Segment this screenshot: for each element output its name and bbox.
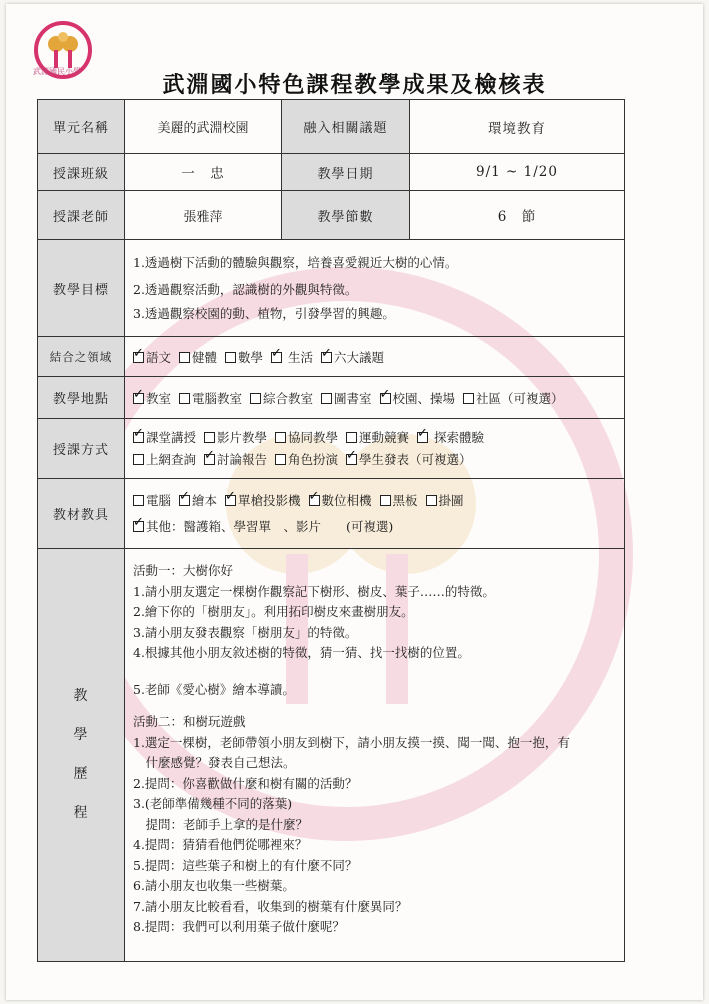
- process-line: 1.請小朋友選定一棵樹作觀察記下樹形、樹皮、葉子……的特徵。: [133, 583, 495, 599]
- location-option[interactable]: [463, 389, 564, 407]
- process-line: 3.(老師準備幾種不同的落葉): [133, 796, 293, 811]
- unit-label: 單元名稱: [38, 100, 125, 154]
- methods-row: [38, 419, 625, 479]
- option-text: 單槍投影機: [238, 492, 301, 508]
- checkbox-checked[interactable]: [204, 454, 215, 465]
- process-line: 7.請小朋友比較看看，收集到的樹葉有什麼異同？: [133, 898, 408, 914]
- process-label-char: 教: [73, 687, 89, 704]
- checkbox[interactable]: [133, 454, 144, 465]
- objective-item: 2.透過觀察活動，認識樹的外觀與特徵。: [133, 282, 358, 298]
- location-row: [38, 377, 625, 419]
- option-text: 繪本: [192, 492, 218, 508]
- checkbox[interactable]: [204, 432, 215, 443]
- domains-row: [38, 337, 625, 377]
- periods-value: 6 節: [410, 191, 625, 240]
- location-option[interactable]: [250, 389, 313, 407]
- process-line: 5.老師《愛心樹》繪本導讀。: [133, 681, 295, 697]
- process-line: 4.根據其他小朋友敘述樹的特徵，猜一猜、找一找樹的位置。: [133, 645, 470, 660]
- material-option[interactable]: [426, 493, 464, 509]
- checkbox-checked[interactable]: [346, 454, 357, 465]
- logo-caption: 武淵國民小學: [33, 67, 81, 76]
- domain-option-chinese[interactable]: [133, 348, 171, 366]
- process-line: 5.提問：這些葉子和樹上的有什麼不同？: [133, 857, 358, 873]
- option-text: 影片教學: [217, 429, 268, 445]
- objective-item: 1.透過樹下活動的體驗與觀察，培養喜愛親近大樹的心情。: [133, 254, 458, 270]
- option-text: 六大議題: [333, 349, 384, 365]
- method-option[interactable]: [346, 452, 472, 468]
- checkbox[interactable]: [426, 495, 437, 506]
- location-option[interactable]: [179, 389, 242, 407]
- domain-option-issues[interactable]: [321, 348, 384, 366]
- option-text: 探索體驗: [433, 429, 484, 445]
- process-line: 4.提問：猜猜看他們從哪裡來？: [133, 837, 308, 852]
- option-text: 生活: [287, 349, 313, 365]
- checkbox[interactable]: [133, 495, 144, 506]
- teacher-label: 授課老師: [38, 191, 125, 240]
- class-row: [38, 154, 625, 191]
- process-line: 活動二：和樹玩遊戲: [133, 714, 246, 729]
- topic-value: 環境教育: [410, 100, 625, 154]
- method-option[interactable]: [275, 452, 338, 468]
- domains-label: 結合之領域: [38, 337, 125, 377]
- option-text: 教室: [146, 390, 172, 406]
- option-text: 其他：醫護箱、學習單 、影片 (可複選): [146, 518, 394, 534]
- method-option[interactable]: [417, 430, 484, 446]
- material-option[interactable]: [179, 493, 217, 509]
- method-option[interactable]: [204, 452, 267, 468]
- topic-label: 融入相關議題: [282, 100, 410, 154]
- option-text: 掛圖: [438, 492, 464, 508]
- methods-line-1: [133, 430, 624, 446]
- checkbox[interactable]: [275, 432, 286, 443]
- checkbox-checked[interactable]: [225, 495, 236, 506]
- checkbox[interactable]: [346, 432, 357, 443]
- option-text: 討論報告: [217, 451, 268, 467]
- objectives-label: 教學目標: [38, 240, 125, 337]
- material-option[interactable]: [309, 493, 372, 509]
- materials-line-1: [133, 493, 624, 509]
- process-line: 活動一：大樹你好: [133, 563, 234, 578]
- materials-line-2: [133, 519, 624, 535]
- checkbox-checked[interactable]: [321, 352, 332, 363]
- checkbox-checked[interactable]: [133, 352, 144, 363]
- option-text: 協同教學: [288, 429, 339, 445]
- option-text: 課堂講授: [146, 429, 197, 445]
- process-row: [38, 549, 625, 962]
- process-line: 什麼感覺？發表自己想法。: [133, 755, 296, 770]
- checkbox[interactable]: [179, 352, 190, 363]
- process-line: 1.選定一棵樹，老師帶領小朋友到樹下，請小朋友摸一摸、聞一聞、抱一抱，有: [133, 734, 570, 750]
- spacer: [133, 664, 624, 680]
- process-line: 2.繪下你的「樹朋友」。利用拓印樹皮來畫樹朋友。: [133, 604, 414, 619]
- materials-cell: [125, 479, 625, 549]
- unit-value: 美麗的武淵校園: [125, 100, 282, 154]
- report-table: [37, 99, 625, 962]
- checkbox-checked[interactable]: [133, 432, 144, 443]
- process-label-char: 歷: [73, 766, 89, 782]
- teacher-value: 張雅萍: [125, 191, 282, 240]
- checkbox-checked[interactable]: [309, 495, 320, 506]
- objectives-row: [38, 240, 625, 337]
- location-option[interactable]: [133, 389, 171, 407]
- process-label: [38, 549, 125, 962]
- process-label-char: 學: [73, 726, 89, 743]
- option-text: 學生發表（可複選）: [359, 451, 472, 467]
- checkbox-checked[interactable]: [417, 432, 428, 443]
- methods-cell: [125, 419, 625, 479]
- process-label-char: 程: [73, 805, 89, 822]
- option-text: 校園、操場: [392, 390, 456, 406]
- teacher-row: [38, 191, 625, 240]
- domain-option-life[interactable]: [271, 348, 313, 366]
- methods-label: 授課方式: [38, 419, 125, 479]
- checkbox[interactable]: [179, 393, 190, 404]
- option-text: 角色扮演: [288, 451, 339, 467]
- option-text: 綜合教室: [263, 390, 314, 406]
- checkbox[interactable]: [250, 393, 261, 404]
- material-option[interactable]: [380, 493, 418, 509]
- class-label: 授課班級: [38, 154, 125, 191]
- checkbox-checked[interactable]: [133, 393, 144, 404]
- checkbox-checked[interactable]: [133, 521, 144, 532]
- option-text: 電腦教室: [192, 390, 243, 406]
- date-label: 教學日期: [282, 154, 410, 191]
- periods-label: 教學節數: [282, 191, 410, 240]
- methods-line-2: [133, 452, 624, 468]
- materials-row: [38, 479, 625, 549]
- materials-label: 教材教具: [38, 479, 125, 549]
- material-option[interactable]: [225, 493, 301, 509]
- process-body: [125, 549, 625, 962]
- option-text: 運動競賽: [359, 429, 410, 445]
- checkbox[interactable]: [225, 352, 236, 363]
- checkbox-checked[interactable]: [179, 495, 190, 506]
- process-line: 提問：老師手上拿的是什麼？: [133, 816, 309, 832]
- option-text: 語文: [146, 349, 172, 365]
- process-line: 2.提問：你喜歡做什麼和樹有關的活動？: [133, 775, 358, 791]
- location-option[interactable]: [321, 389, 372, 407]
- material-option-other[interactable]: [133, 519, 393, 535]
- checkbox-checked[interactable]: [380, 393, 391, 404]
- option-text: 上網查詢: [146, 451, 197, 467]
- process-line: 3.請小朋友發表觀察「樹朋友」的特徵。: [133, 624, 358, 640]
- location-option[interactable]: [380, 389, 456, 407]
- method-option[interactable]: [133, 452, 196, 468]
- unit-row: [38, 100, 625, 154]
- option-text: 社區（可複選）: [476, 390, 564, 406]
- checkbox[interactable]: [321, 393, 332, 404]
- domain-option-health[interactable]: [179, 348, 217, 366]
- option-text: 數學: [238, 349, 264, 365]
- class-value: 一 忠: [125, 154, 282, 191]
- page-title: 武淵國小特色課程教學成果及檢核表: [162, 72, 547, 98]
- method-option[interactable]: [275, 430, 338, 446]
- option-text: 圖書室: [334, 390, 372, 406]
- checkbox[interactable]: [380, 495, 391, 506]
- domains-cell: [125, 337, 625, 377]
- location-label: 教學地點: [38, 377, 125, 419]
- process-line: 6.請小朋友也收集一些樹葉。: [133, 878, 295, 893]
- objectives-cell: [125, 240, 625, 337]
- location-cell: [125, 377, 625, 419]
- objective-item: 3.透過觀察校園的動、植物，引發學習的興趣。: [133, 305, 395, 321]
- checkbox[interactable]: [275, 454, 286, 465]
- spacer: [133, 700, 624, 712]
- option-text: 電腦: [146, 492, 172, 508]
- material-option[interactable]: [133, 493, 171, 509]
- checkbox[interactable]: [463, 393, 474, 404]
- option-text: 黑板: [392, 492, 418, 508]
- method-option[interactable]: [204, 430, 267, 446]
- method-option[interactable]: [133, 430, 196, 446]
- option-text: 數位相機: [321, 492, 372, 508]
- process-line: 8.提問：我們可以利用葉子做什麼呢？: [133, 919, 345, 934]
- method-option[interactable]: [346, 430, 409, 446]
- domain-option-math[interactable]: [225, 348, 263, 366]
- checkbox-checked[interactable]: [271, 352, 282, 363]
- date-value: 9/1 ~ 1/20: [410, 154, 625, 191]
- option-text: 健體: [192, 349, 218, 365]
